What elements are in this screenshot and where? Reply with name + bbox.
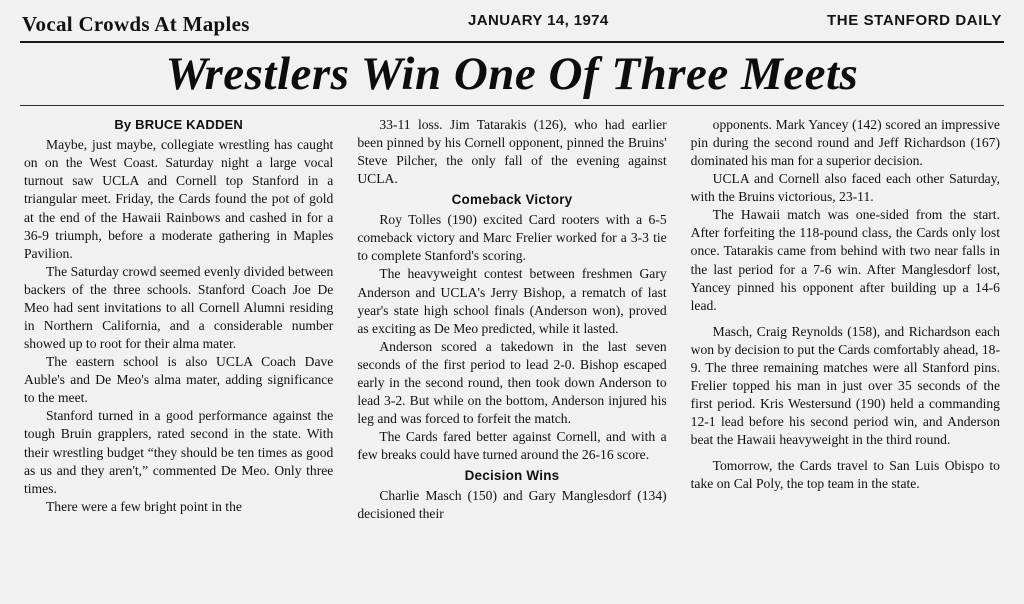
subheading-decision-wins: Decision Wins xyxy=(464,468,560,484)
subheading-comeback-victory: Comeback Victory xyxy=(451,192,573,208)
paragraph: Maybe, just maybe, collegiate wrestling has caught on on the West Coast. Saturday night a large vocal turnout saw UCLA and Cornell top Stanford in a triangular meet. Friday, the Cards found the pot of gold at the end of the Hawaii Rainbows and cashed in for a 36-9 triumph, before a moderate gathering in Maples Pavilion. xyxy=(24,137,334,261)
masthead xyxy=(18,10,1006,37)
masthead-publication-name: THE STANFORD DAILY xyxy=(827,12,1002,29)
article-body xyxy=(18,116,1006,523)
paragraph: Masch, Craig Reynolds (158), and Richardson each won by decision to put the Cards comfortably ahead, 18-9. The three remaining matches were all Stanford pins. Frelier topped his man in just over 35 seconds of the first period. Kris Westersund (190) held a commanding 12-1 lead before his second period win, and Anderson beat the Hawaii heavyweight in the third round. xyxy=(690,323,1000,448)
masthead-section-title: Vocal Crowds At Maples xyxy=(22,12,250,36)
paragraph: Anderson scored a takedown in the last seven seconds of the first period to lead 2-0. Bishop escaped early in the second round, then took down Anderson to lead 3-2. But while on the bottom, Anderson injured his leg and was forced to forfeit the match. xyxy=(357,338,667,427)
paragraph: 33-11 loss. Jim Tatarakis (126), who had earlier been pinned by his Cornell opponent, pinned the Bruins' Steve Pilcher, the only fall of the evening against UCLA. xyxy=(357,116,667,187)
paragraph: opponents. Mark Yancey (142) scored an impressive pin during the second round and Jeff Richardson (167) dominated his man for a superior decision. xyxy=(690,116,1000,169)
column-3 xyxy=(691,116,1000,523)
paragraph: The Saturday crowd seemed evenly divided between backers of the three schools. Stanford Coach Joe De Meo had sent invitations to all Cornell Alumni residing in Northern California, and a considerable number showed up to root for their alma mater. xyxy=(24,263,334,352)
paragraph: The heavyweight contest between freshmen Gary Anderson and UCLA's Jerry Bishop, a rematch of last year's state high school finals (Anderson won), proved as exciting as De Meo predicted, while it lasted. xyxy=(357,266,667,336)
paragraph: Tomorrow, the Cards travel to San Luis Obispo to take on Cal Poly, the top team in the state. xyxy=(690,458,1000,492)
column-1 xyxy=(24,116,333,523)
paragraph: UCLA and Cornell also faced each other Saturday, with the Bruins victorious, 23-11. xyxy=(690,171,1000,205)
paragraph: Charlie Masch (150) and Gary Manglesdorf (134) decisioned their xyxy=(357,488,667,522)
paragraph: The Cards fared better against Cornell, and with a few breaks could have turned around the 26-16 score. xyxy=(357,429,667,463)
paragraph: The Hawaii match was one-sided from the start. After forfeiting the 118-pound class, the Cards only lost once. Tatarakis came from behind with two near falls in the last period for a 7-6 win. After Manglesdorf lost, Yancey pinned his opponent after building up a 14-6 lead. xyxy=(690,207,1000,313)
paragraph: The eastern school is also UCLA Coach Dave Auble's and De Meo's alma mater, adding significance to the meet. xyxy=(24,354,334,406)
headline-divider xyxy=(20,105,1004,106)
byline: By BRUCE KADDEN xyxy=(114,116,243,132)
masthead-date: JANUARY 14, 1974 xyxy=(468,12,609,29)
column-2 xyxy=(357,116,666,523)
paragraph: There were a few bright point in the xyxy=(46,498,242,514)
page-headline: Wrestlers Win One Of Three Meets xyxy=(165,48,859,100)
paragraph: Stanford turned in a good performance against the tough Bruin grapplers, rated second in the state. With their wrestling budget “they should be ten times as good as us and they aren't,” commented De Meo. Only three times. xyxy=(24,408,334,496)
masthead-divider xyxy=(20,41,1004,43)
paragraph: Roy Tolles (190) excited Card rooters with a 6-5 comeback victory and Marc Frelier worked for a 3-3 tie to complete Stanford's scoring. xyxy=(357,212,667,264)
